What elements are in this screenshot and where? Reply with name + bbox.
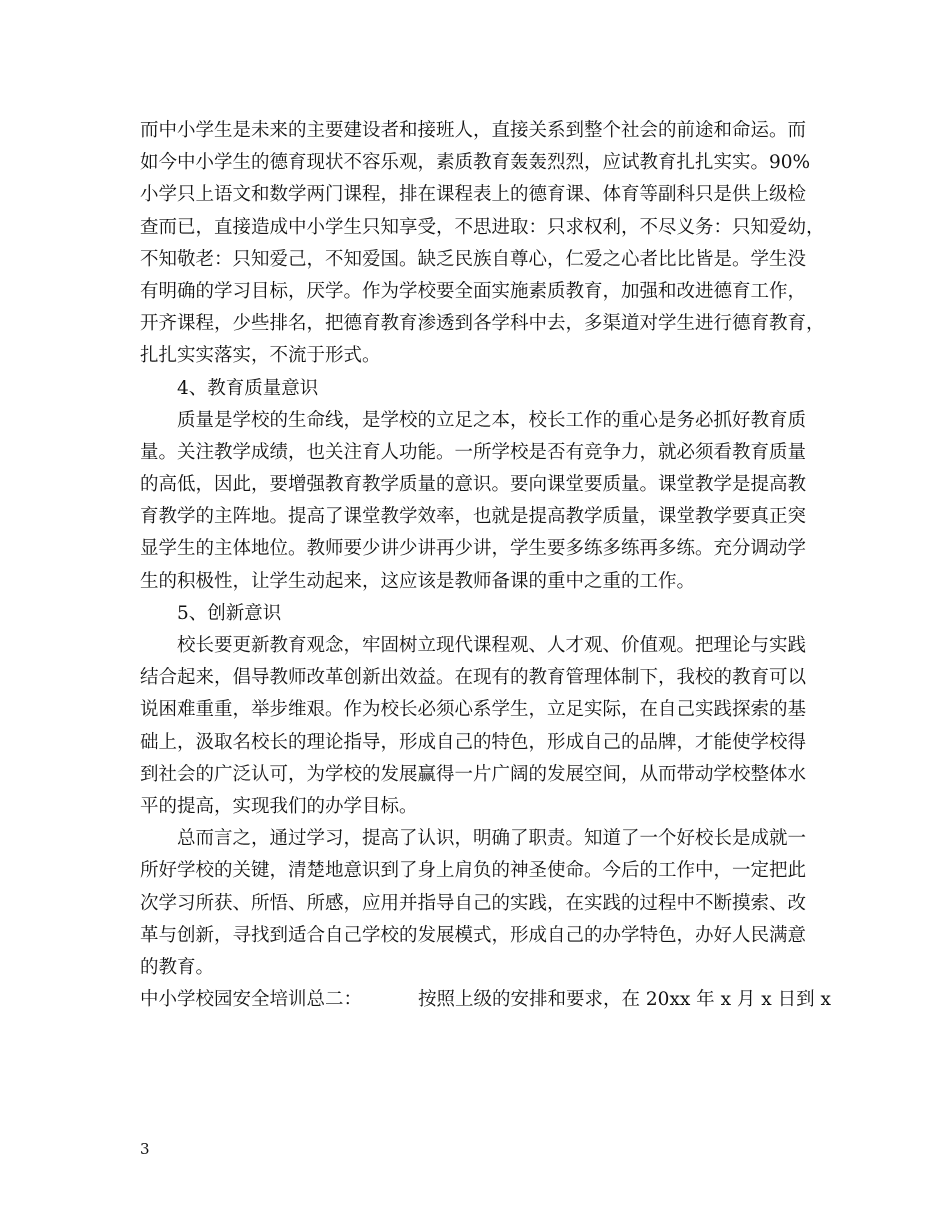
text-line: 育教学的主阵地。提高了课堂教学效率，也就是提高教学质量，课堂教学要真正突 (140, 506, 807, 528)
document-body (140, 115, 830, 1016)
text-line (140, 984, 830, 1016)
text-line: 次学习所获、所悟、所感，应用并指导自己的实践，在实践的过程中不断摸索、改 (140, 892, 807, 914)
section-title: 中小学校园安全培训总二： (140, 989, 363, 1011)
text-line: 如今中小学生的德育现状不容乐观，素质教育轰轰烈烈，应试教育扎扎实实。90% (140, 152, 811, 174)
text-line: 而中小学生是未来的主要建设者和接班人，直接关系到整个社会的前途和命运。而 (140, 120, 807, 141)
text-line: 开齐课程，少些排名，把德育教育渗透到各学科中去，多渠道对学生进行德育教育， (140, 313, 825, 335)
text-line: 校长要更新教育观念，牢固树立现代课程观、人才观、价值观。把理论与实践 (177, 635, 807, 656)
text-line: 生的积极性，让学生动起来，这应该是教师备课的重中之重的工作。 (140, 570, 696, 592)
section-heading: 5、创新意识 (177, 602, 282, 624)
text-line: 总而言之，通过学习，提高了认识，明确了职责。知道了一个好校长是成就一 (177, 828, 807, 850)
text-line: 平的提高，实现我们的办学目标。 (140, 795, 418, 817)
text-line: 量。关注教学成绩，也关注育人功能。一所学校是否有竞争力，就必须看教育质量 (140, 441, 807, 463)
text-line: 础上，汲取名校长的理论指导，形成自己的特色，形成自己的品牌，才能使学校得 (140, 731, 807, 753)
text-line: 革与创新，寻找到适合自己学校的发展模式，形成自己的办学特色，办好人民满意 (140, 924, 807, 946)
text-line: 的教育。 (140, 956, 215, 978)
text-line: 说困难重重，举步维艰。作为校长必须心系学生，立足实际，在自己实践探索的基 (140, 699, 807, 721)
text-fragment: 按照上级的安排和要求，在 20xx 年 x 月 x 日到 x (418, 989, 831, 1011)
text-line: 质量是学校的生命线，是学校的立足之本，校长工作的重心是务必抓好教育质 (177, 409, 807, 431)
page-number: 3 (140, 1140, 150, 1158)
text-line: 结合起来，倡导教师改革创新出效益。在现有的教育管理体制下，我校的教育可以 (140, 667, 807, 689)
text-line: 查而已，直接造成中小学生只知享受，不思进取：只求权利，不尽义务：只知爱幼， (140, 216, 825, 238)
text-line: 显学生的主体地位。教师要少讲少讲再少讲，学生要多练多练再多练。充分调动学 (140, 538, 807, 560)
text-line: 的高低，因此，要增强教育教学质量的意识。要向课堂要质量。课堂教学是提高教 (140, 474, 807, 496)
text-line: 不知敬老：只知爱己，不知爱国。缺乏民族自尊心，仁爱之心者比比皆是。学生没 (140, 248, 807, 270)
text-line: 到社会的广泛认可，为学校的发展赢得一片广阔的发展空间，从而带动学校整体水 (140, 763, 807, 785)
text-line: 有明确的学习目标，厌学。作为学校要全面实施素质教育，加强和改进德育工作， (140, 280, 807, 302)
text-line: 小学只上语文和数学两门课程，排在课程表上的德育课、体育等副科只是供上级检 (140, 184, 807, 206)
text-line: 扎扎实实落实，不流于形式。 (140, 345, 381, 367)
section-heading: 4、教育质量意识 (177, 377, 319, 399)
text-line: 所好学校的关键，清楚地意识到了身上肩负的神圣使命。今后的工作中，一定把此 (140, 860, 807, 882)
